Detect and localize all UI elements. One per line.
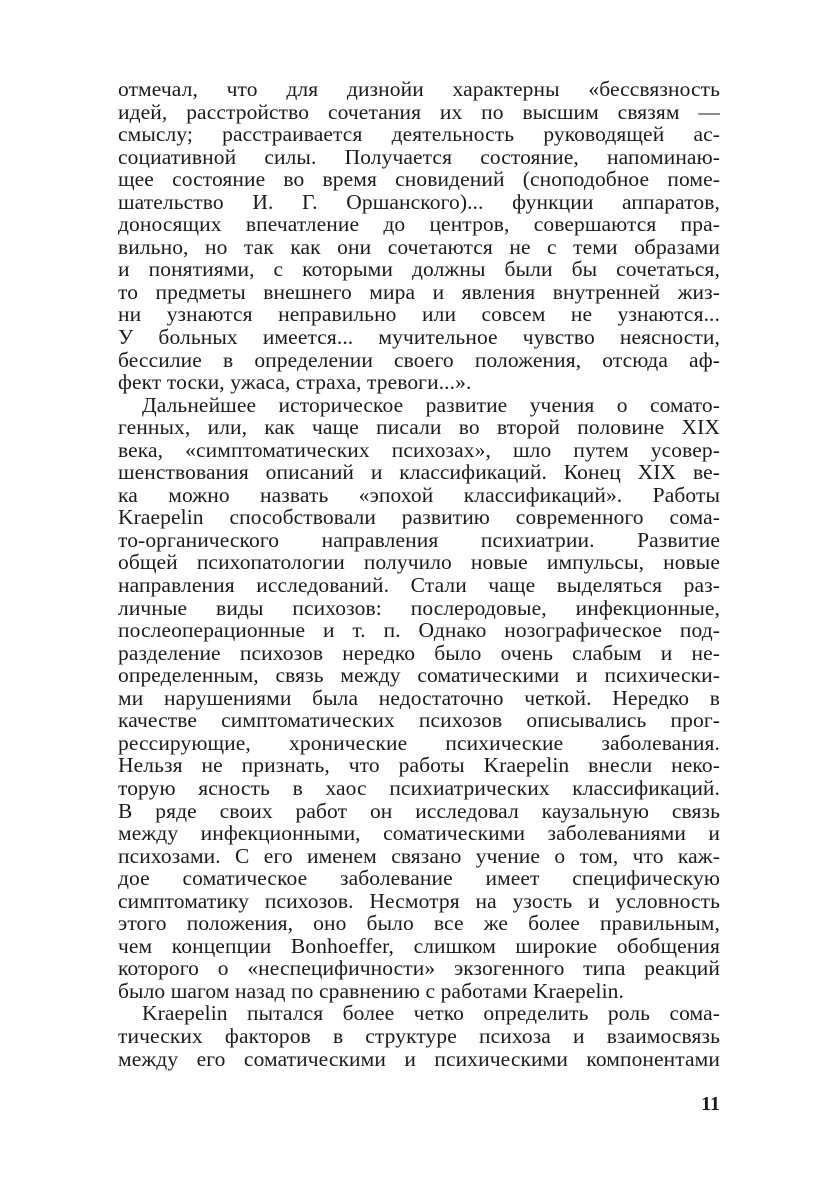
page-body: [118, 78, 720, 1070]
text-line: тических факторов в структуре психоза и взаимосвязь: [118, 1023, 720, 1048]
text-line: щее состояние во время сновидений (сноподобное поме-: [118, 167, 720, 192]
text-line: то предметы внешнего мира и явления внутренней жиз-: [118, 279, 720, 304]
text-line: смыслу; расстраивается деятельность руководящей ас-: [118, 122, 720, 147]
text-line: качестве симптоматических психозов описывались прог-: [118, 708, 720, 733]
text-line: бессилие в определении своего положения, отсюда аф-: [118, 347, 720, 372]
text-line: ми нарушениями была недостаточно четкой. Нередко в: [118, 685, 720, 710]
text-line: разделение психозов нередко было очень слабым и не-: [118, 640, 720, 665]
text-line: века, «симптоматических психозах», шло путем усовер-: [118, 437, 720, 462]
text-line: торую ясность в хаос психиатрических классификаций.: [118, 775, 720, 800]
text-line: которого о «неспецифичности» экзогенного типа реакций: [118, 956, 720, 981]
text-line: вильно, но так как они сочетаются не с теми образами: [118, 234, 720, 259]
text-line: шенствования описаний и классификаций. Конец XIX ве-: [118, 460, 720, 485]
paragraph: [118, 394, 720, 1003]
text-line: психозами. С его именем связано учение о том, что каж-: [118, 843, 720, 868]
text-line: Kraepelin способствовали развитию современного сома-: [118, 505, 720, 530]
text-line: между его соматическими и психическими компонентами: [118, 1046, 720, 1071]
text-line: было шагом назад по сравнению с работами Kraepelin.: [118, 978, 624, 1003]
text-line: личные виды психозов: послеродовые, инфекционные,: [118, 595, 720, 620]
text-line: между инфекционными, соматическими заболеваниями и: [118, 821, 720, 846]
text-line: то-органического направления психиатрии. Развитие: [118, 527, 720, 552]
text-line: рессирующие, хронические психические заболевания.: [118, 730, 720, 755]
text-line: В ряде своих работ он исследовал каузальную связь: [118, 798, 720, 823]
text-line: шательство И. Г. Оршанского)... функции аппаратов,: [118, 189, 720, 214]
text-line: генных, или, как чаще писали во второй половине XIX: [118, 415, 720, 440]
text-line: отмечал, что для дизнойи характерны «бессвязность: [118, 77, 720, 101]
text-line: этого положения, оно было все же более правильным,: [118, 911, 720, 936]
paragraph: [118, 78, 720, 394]
text-line: ни узнаются неправильно или совсем не узнаются...: [118, 302, 720, 327]
text-line: Нельзя не признать, что работы Kraepelin внесли неко-: [118, 753, 720, 778]
paragraph: [118, 1002, 720, 1070]
text-line: послеоперационные и т. п. Однако нозографическое под-: [118, 618, 720, 643]
text-line: Kraepelin пытался более четко определить роль сома-: [142, 1001, 720, 1026]
text-line: ка можно назвать «эпохой классификаций». Работы: [118, 482, 720, 507]
text-line: фект тоски, ужаса, страха, тревоги...».: [118, 370, 472, 395]
text-line: определенным, связь между соматическими и психически-: [118, 663, 720, 688]
text-line: симптоматику психозов. Несмотря на узость и условность: [118, 888, 720, 913]
text-line: Дальнейшее историческое развитие учения о сомато-: [142, 392, 720, 417]
text-line: дое соматическое заболевание имеет специфическую: [118, 866, 720, 891]
text-line: доносящих впечатление до центров, совершаются пра-: [118, 212, 720, 237]
text-line: и понятиями, с которыми должны были бы сочетаться,: [118, 257, 720, 282]
text-line: чем концепции Bonhoeffer, слишком широкие обобщения: [118, 933, 720, 958]
text-line: У больных имеется... мучительное чувство неясности,: [118, 325, 720, 350]
text-line: направления исследований. Стали чаще выделяться раз-: [118, 573, 720, 598]
page-number: 11: [701, 1093, 720, 1115]
text-line: социативной силы. Получается состояние, напоминаю-: [118, 144, 720, 169]
text-line: идей, расстройство сочетания их по высшим связям —: [118, 99, 720, 124]
text-line: общей психопатологии получило новые импульсы, новые: [118, 550, 720, 575]
